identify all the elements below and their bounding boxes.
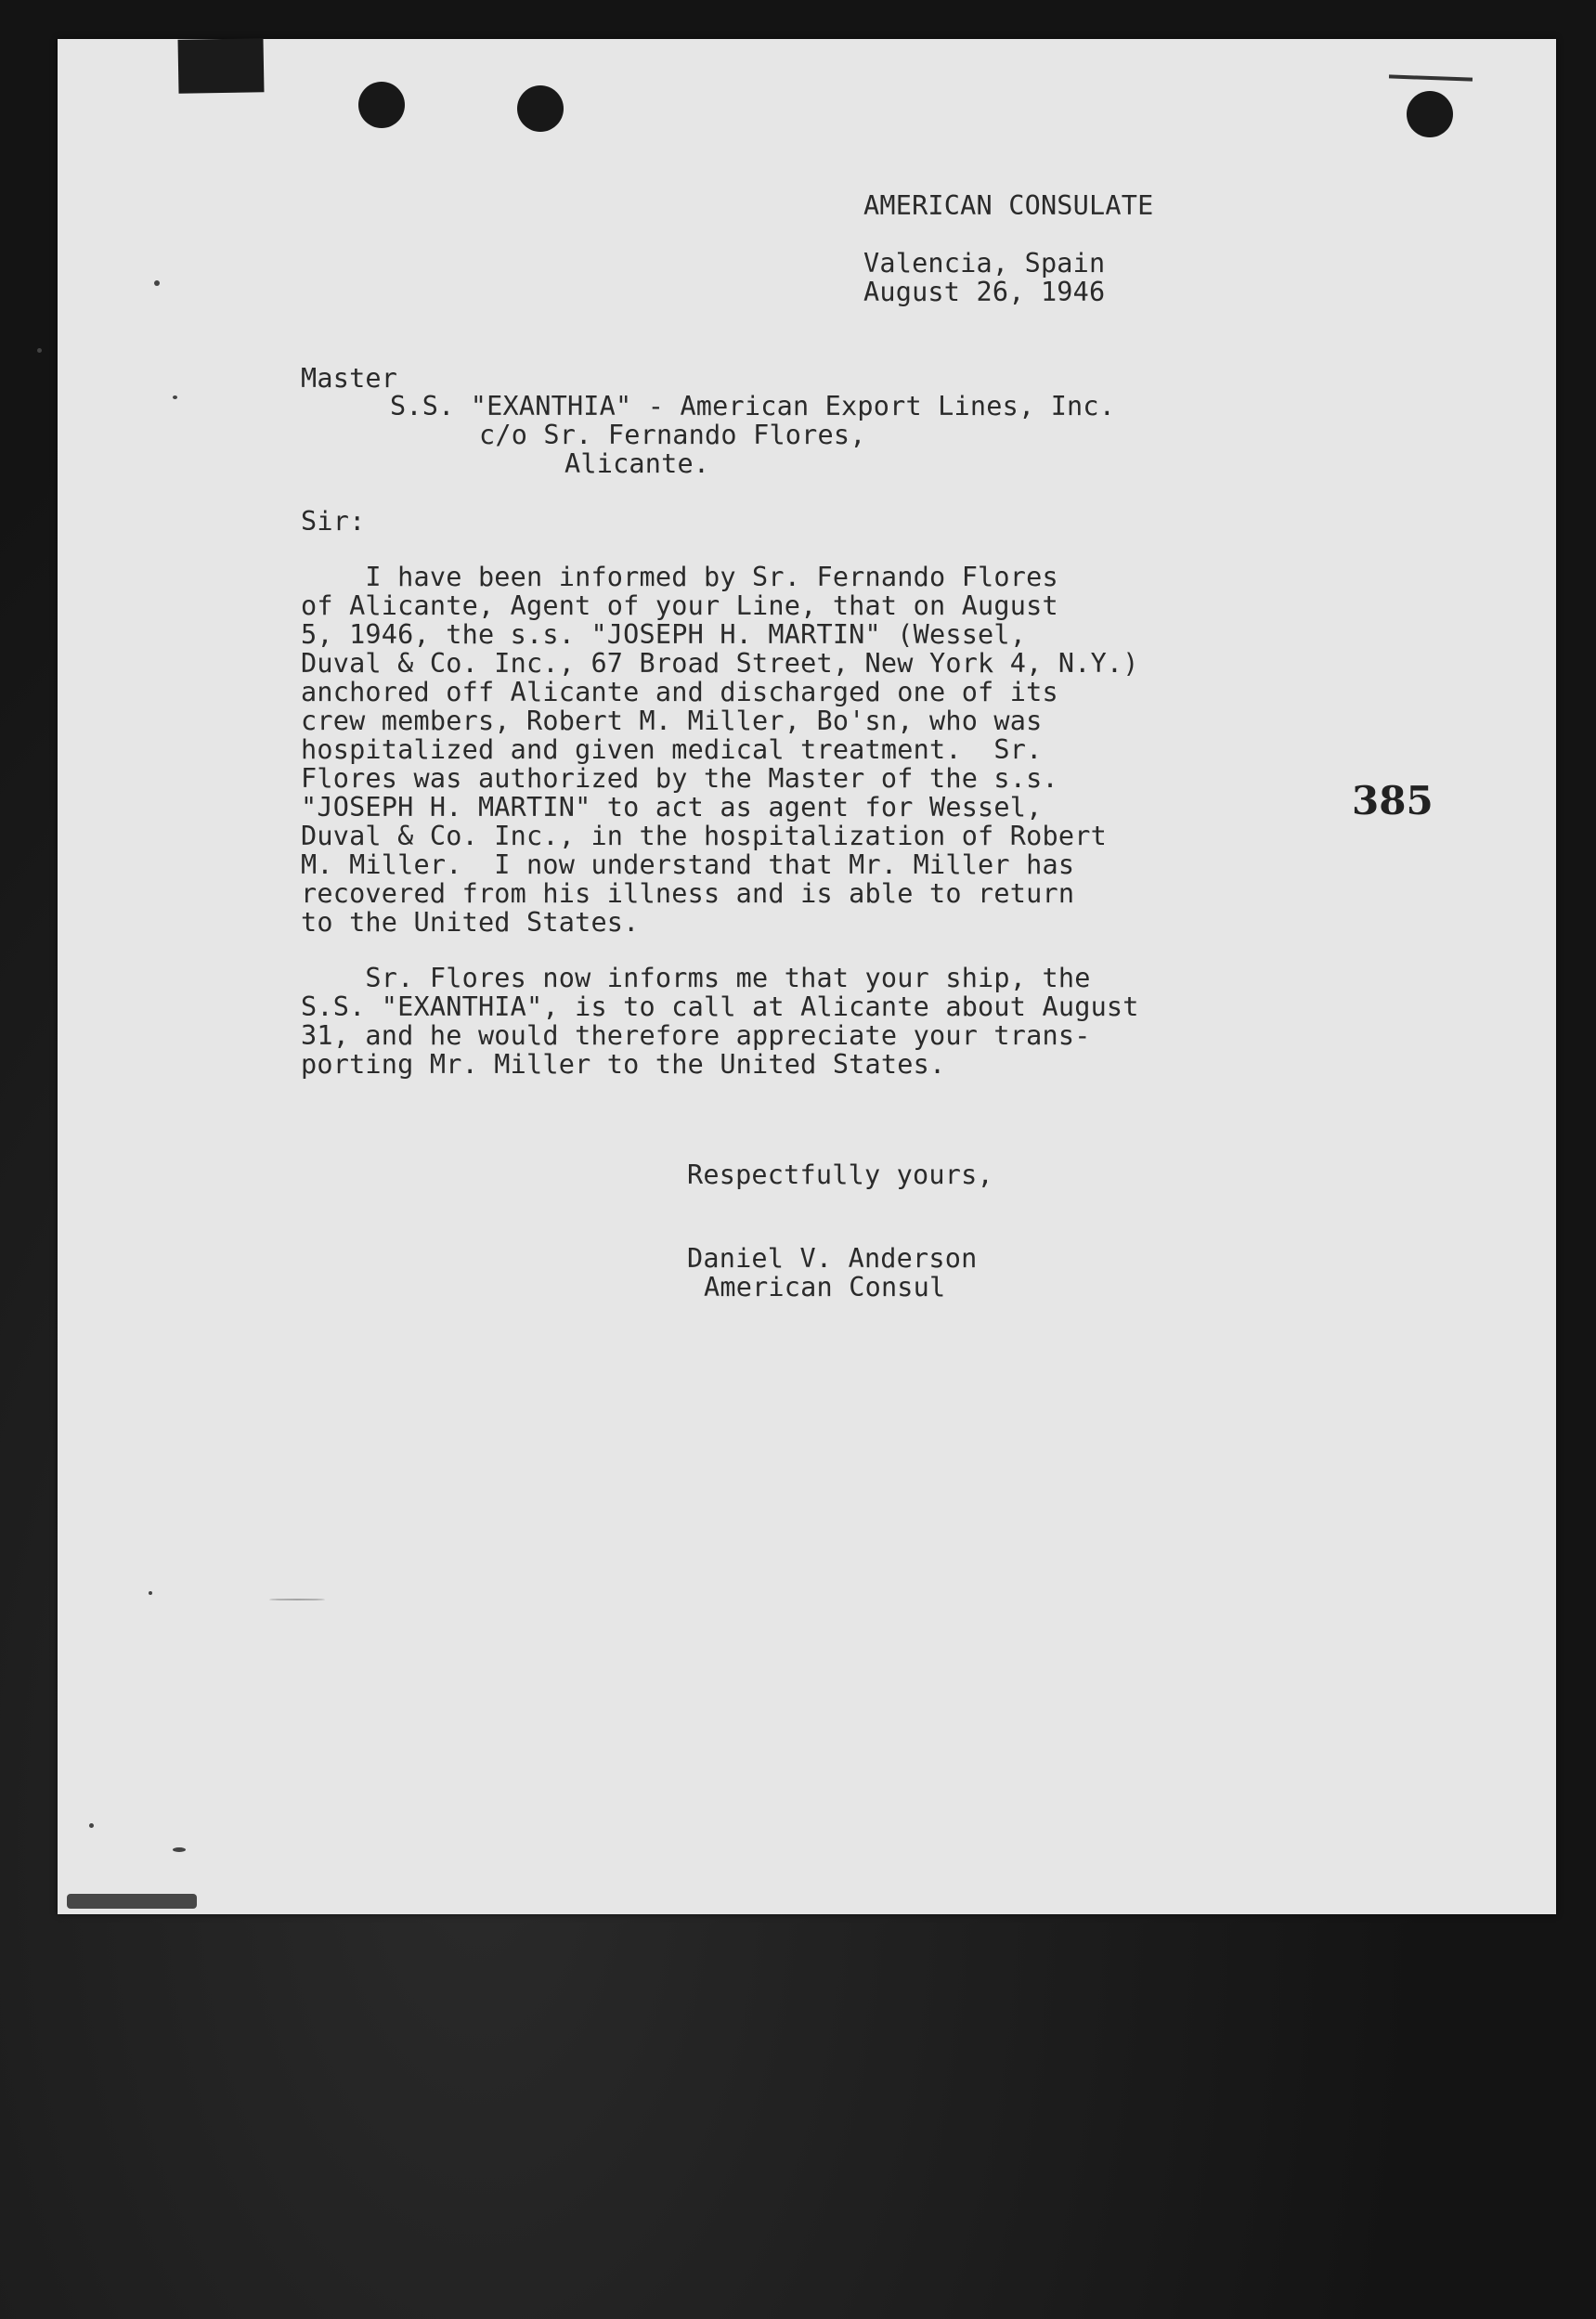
tape-mark [178, 38, 265, 94]
text-line: hospitalized and given medical treatment. Sr. [301, 734, 1043, 765]
text-line: S.S. "EXANTHIA", is to call at Alicante about August [301, 991, 1139, 1022]
speck [37, 348, 42, 353]
text-line: crew members, Robert M. Miller, Bo'sn, who was [301, 706, 1043, 736]
recipient-title: Master [301, 363, 398, 394]
speck [173, 395, 177, 399]
text-line: Duval & Co. Inc., 67 Broad Street, New York 4, N.Y.) [301, 648, 1139, 679]
page-number: 385 [1352, 778, 1434, 823]
text-line: to the United States. [301, 907, 640, 938]
text-line: M. Miller. I now understand that Mr. Miller has [301, 849, 1075, 880]
signature-title: American Consul [704, 1272, 946, 1302]
text-line: I have been informed by Sr. Fernando Flores [301, 562, 1058, 592]
punch-hole [517, 85, 564, 132]
text-line: porting Mr. Miller to the United States. [301, 1049, 946, 1080]
text-line: recovered from his illness and is able to return [301, 878, 1075, 909]
body-paragraph-1 [301, 563, 1139, 937]
text-line: of Alicante, Agent of your Line, that on August [301, 590, 1058, 621]
speck [89, 1823, 94, 1828]
text-line: Sr. Flores now informs me that your ship, the [301, 963, 1091, 993]
letter-city: Valencia, Spain [863, 248, 1106, 279]
text-line: Duval & Co. Inc., in the hospitalization of Robert [301, 821, 1107, 851]
speck [173, 1847, 186, 1852]
text-line: 31, and he would therefore appreciate your trans- [301, 1020, 1091, 1051]
consulate-heading: AMERICAN CONSULATE [863, 190, 1154, 221]
recipient-care-of: c/o Sr. Fernando Flores, [479, 420, 866, 450]
speck [154, 280, 160, 286]
bottom-smudge [67, 1894, 197, 1909]
punch-hole [1407, 91, 1453, 137]
signature-name: Daniel V. Anderson [687, 1243, 978, 1274]
text-line: 5, 1946, the s.s. "JOSEPH H. MARTIN" (Wessel, [301, 619, 1027, 650]
speck [149, 1591, 152, 1595]
punch-hole [358, 82, 405, 128]
salutation: Sir: [301, 506, 366, 537]
text-line: "JOSEPH H. MARTIN" to act as agent for Wessel, [301, 792, 1043, 823]
text-line: anchored off Alicante and discharged one of its [301, 677, 1058, 707]
body-paragraph-2 [301, 964, 1139, 1079]
recipient-ship: S.S. "EXANTHIA" - American Export Lines, Inc. [390, 391, 1116, 421]
letter-date: August 26, 1946 [863, 277, 1106, 307]
recipient-city: Alicante. [564, 448, 710, 479]
speck [269, 1599, 325, 1600]
closing: Respectfully yours, [687, 1160, 993, 1190]
text-line: Flores was authorized by the Master of the s.s. [301, 763, 1058, 794]
